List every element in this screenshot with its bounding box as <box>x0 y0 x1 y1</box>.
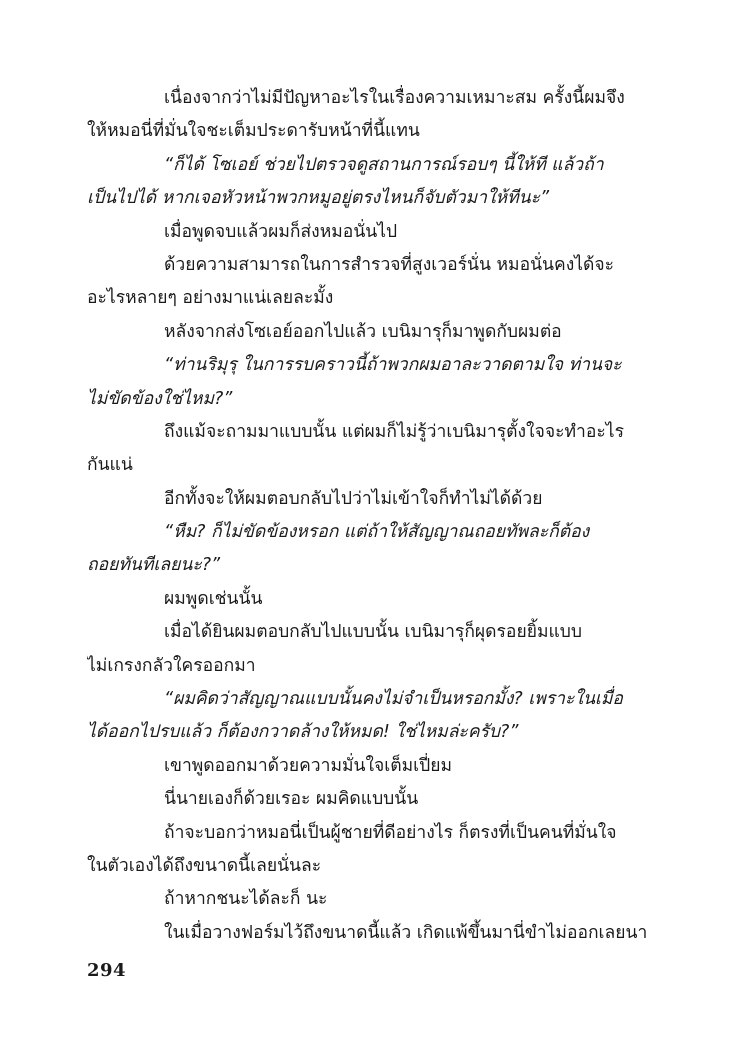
dialogue-line: “หืม? ก็ไม่ขัดข้องหรอก แต่ถ้าให้สัญญาณถอยทัพละก็ต้อง <box>164 522 590 543</box>
paragraph-line: ถ้าหากชนะได้ละก็ นะ <box>164 889 328 910</box>
dialogue-line: ไม่ขัดข้องใช่ไหม?” <box>87 388 233 409</box>
page-number: 294 <box>87 960 127 981</box>
paragraph-line: ให้หมอนี่ที่มั่นใจชะเต็มประดารับหน้าที่นี้แทน <box>87 121 420 142</box>
dialogue-line: “ก็ได้ โซเอย์ ช่วยไปตรวจดูสถานการณ์รอบๆ นี้ให้ที แล้วถ้า <box>164 154 604 175</box>
body-text <box>87 82 652 950</box>
dialogue-line: เป็นไปได้ หากเจอหัวหน้าพวกหมูอยู่ตรงไหนก็จับตัวมาให้ทีนะ” <box>87 188 550 209</box>
paragraph-line: เมื่อพูดจบแล้วผมก็ส่งหมอนั่นไป <box>164 221 398 242</box>
paragraph-line: อะไรหลายๆ อย่างมาแน่เลยละมั้ง <box>87 288 334 309</box>
dialogue-line: ได้ออกไปรบแล้ว ก็ต้องกวาดล้างให้หมด! ใช่ไหมล่ะครับ?” <box>87 722 519 743</box>
paragraph-line: นี่นายเองก็ด้วยเรอะ ผมคิดแบบนั้น <box>164 789 419 810</box>
paragraph-line: อีกทั้งจะให้ผมตอบกลับไปว่าไม่เข้าใจก็ทำไม่ได้ด้วย <box>164 488 543 509</box>
dialogue-line: “ผมคิดว่าสัญญาณแบบนั้นคงไม่จำเป็นหรอกมั้ง? เพราะในเมื่อ <box>164 689 623 710</box>
paragraph-line: ผมพูดเช่นนั้น <box>164 588 263 609</box>
paragraph-line: เขาพูดออกมาด้วยความมั่นใจเต็มเปี่ยม <box>164 755 453 776</box>
paragraph-line: เมื่อได้ยินผมตอบกลับไปแบบนั้น เบนิมารุก็ผุดรอยยิ้มแบบ <box>164 622 582 643</box>
paragraph-line: ถ้าจะบอกว่าหมอนี่เป็นผู้ชายที่ดีอย่างไร ก็ตรงที่เป็นคนที่มั่นใจ <box>164 822 617 843</box>
paragraph-line: เนื่องจากว่าไม่มีปัญหาอะไรในเรื่องความเหมาะสม ครั้งนี้ผมจึง <box>164 88 625 108</box>
paragraph-line: ในตัวเองได้ถึงขนาดนี้เลยนั่นละ <box>87 855 322 876</box>
dialogue-line: “ท่านริมุรุ ในการรบคราวนี้ถ้าพวกผมอาละวาดตามใจ ท่านจะ <box>164 355 622 376</box>
paragraph-line: กันแน่ <box>87 455 133 476</box>
paragraph-line: หลังจากส่งโซเอย์ออกไปแล้ว เบนิมารุก็มาพูดกับผมต่อ <box>164 321 562 342</box>
paragraph-line: ในเมื่อวางฟอร์มไว้ถึงขนาดนี้แล้ว เกิดแพ้ขึ้นมานี่ขำไม่ออกเลยนา <box>164 922 648 943</box>
paragraph-line: ด้วยความสามารถในการสำรวจที่สูงเวอร์นั่น หมอนั่นคงได้จะ <box>164 254 615 275</box>
paragraph-line: ถึงแม้จะถามมาแบบนั้น แต่ผมก็ไม่รู้ว่าเบนิมารุตั้งใจจะทำอะไร <box>164 421 624 442</box>
dialogue-line: ถอยทันทีเลยนะ?” <box>87 555 221 576</box>
paragraph-line: ไม่เกรงกลัวใครออกมา <box>87 655 256 676</box>
